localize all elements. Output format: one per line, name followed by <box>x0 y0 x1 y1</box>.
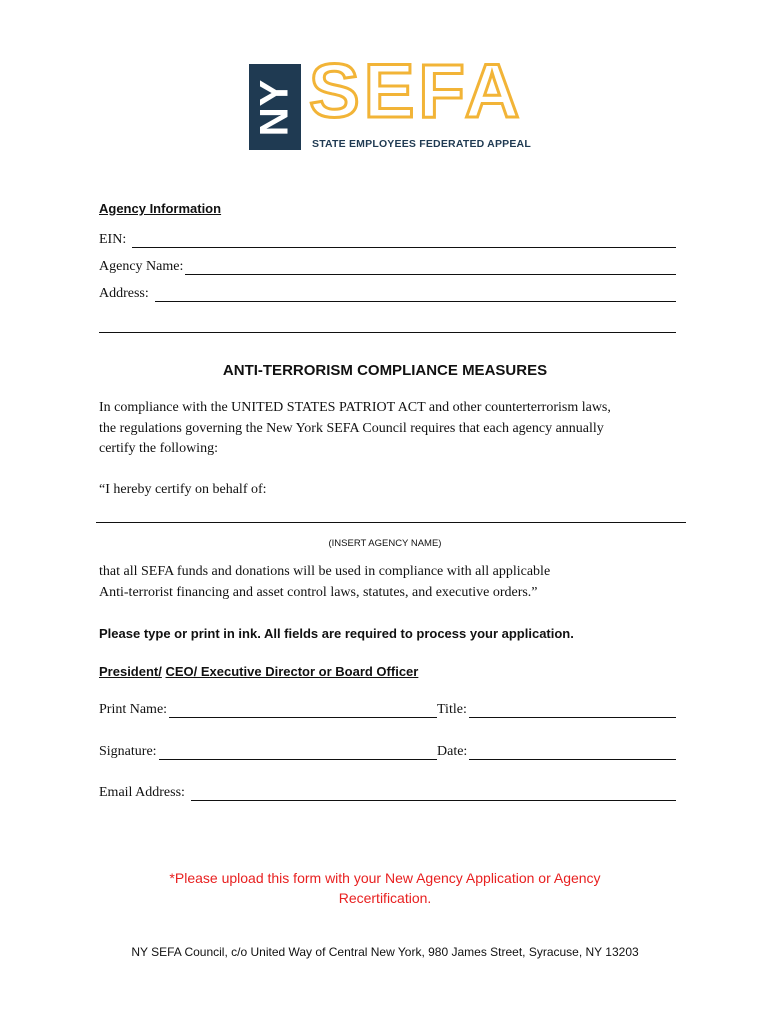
email-line[interactable] <box>191 786 676 801</box>
address-line[interactable] <box>155 287 676 302</box>
statement-line-2: Anti-terrorist financing and asset control laws, statutes, and executive orders.” <box>99 584 538 600</box>
ein-line[interactable] <box>132 233 676 248</box>
officer-heading <box>99 664 418 679</box>
title-line[interactable] <box>469 703 676 718</box>
address-label: Address: <box>99 286 149 301</box>
upload-note-line-1: *Please upload this form with your New Agency Application or Agency <box>169 870 601 886</box>
date-label: Date: <box>437 744 468 759</box>
agency-info-heading: Agency Information <box>99 201 222 216</box>
intro-line-1: In compliance with the UNITED STATES PATRIOT ACT and other counterterrorism laws, <box>99 400 611 415</box>
logo-subtitle: STATE EMPLOYEES FEDERATED APPEAL <box>312 138 531 150</box>
statement-line-1: that all SEFA funds and donations will be used in compliance with all applicable <box>99 564 551 579</box>
print-name-field[interactable] <box>99 702 437 718</box>
agency-name-label: Agency Name: <box>99 259 184 274</box>
signature-label: Signature: <box>99 744 157 759</box>
signature-field[interactable] <box>99 744 437 760</box>
upload-note <box>0 868 770 908</box>
intro-line-3: certify the following: <box>99 441 218 456</box>
signature-line[interactable] <box>159 745 437 760</box>
sefa-logo <box>235 49 535 162</box>
address-field[interactable] <box>99 286 676 302</box>
agency-name-field[interactable] <box>99 259 676 275</box>
ein-label: EIN: <box>99 232 127 247</box>
agency-name-line[interactable] <box>185 260 676 275</box>
compliance-title: ANTI-TERRORISM COMPLIANCE MEASURES <box>222 362 548 379</box>
email-field[interactable] <box>99 785 676 801</box>
date-line[interactable] <box>469 745 676 760</box>
print-name-label: Print Name: <box>99 702 168 717</box>
officer-heading-rest: CEO/ Executive Director or Board Officer <box>165 664 419 679</box>
intro-line-2: the regulations governing the New York SEFA Council requires that each agency annually <box>99 420 604 436</box>
upload-note-line-2: Recertification. <box>338 890 432 906</box>
intro-paragraph <box>99 398 699 460</box>
logo-ny-text: NY <box>252 78 297 136</box>
statement-paragraph <box>99 562 699 603</box>
certify-line: “I hereby certify on behalf of: <box>99 482 267 497</box>
address-line-2[interactable] <box>99 332 676 333</box>
ein-field[interactable] <box>99 232 676 248</box>
title-field[interactable] <box>437 702 676 718</box>
title-label: Title: <box>437 702 467 717</box>
insert-agency-name-caption: (INSERT AGENCY NAME) <box>328 538 442 549</box>
date-field[interactable] <box>437 744 676 760</box>
email-label: Email Address: <box>99 785 185 800</box>
agency-name-insert-line[interactable] <box>96 522 686 523</box>
print-name-line[interactable] <box>169 703 437 718</box>
instruction-text: Please type or print in ink. All fields are required to process your application. <box>99 626 574 641</box>
footer-address: NY SEFA Council, c/o United Way of Central New York, 980 James Street, Syracuse, NY 13203 <box>131 945 639 959</box>
logo-sefa-text: SEFA <box>309 49 524 134</box>
officer-heading-president: President/ <box>99 664 162 679</box>
